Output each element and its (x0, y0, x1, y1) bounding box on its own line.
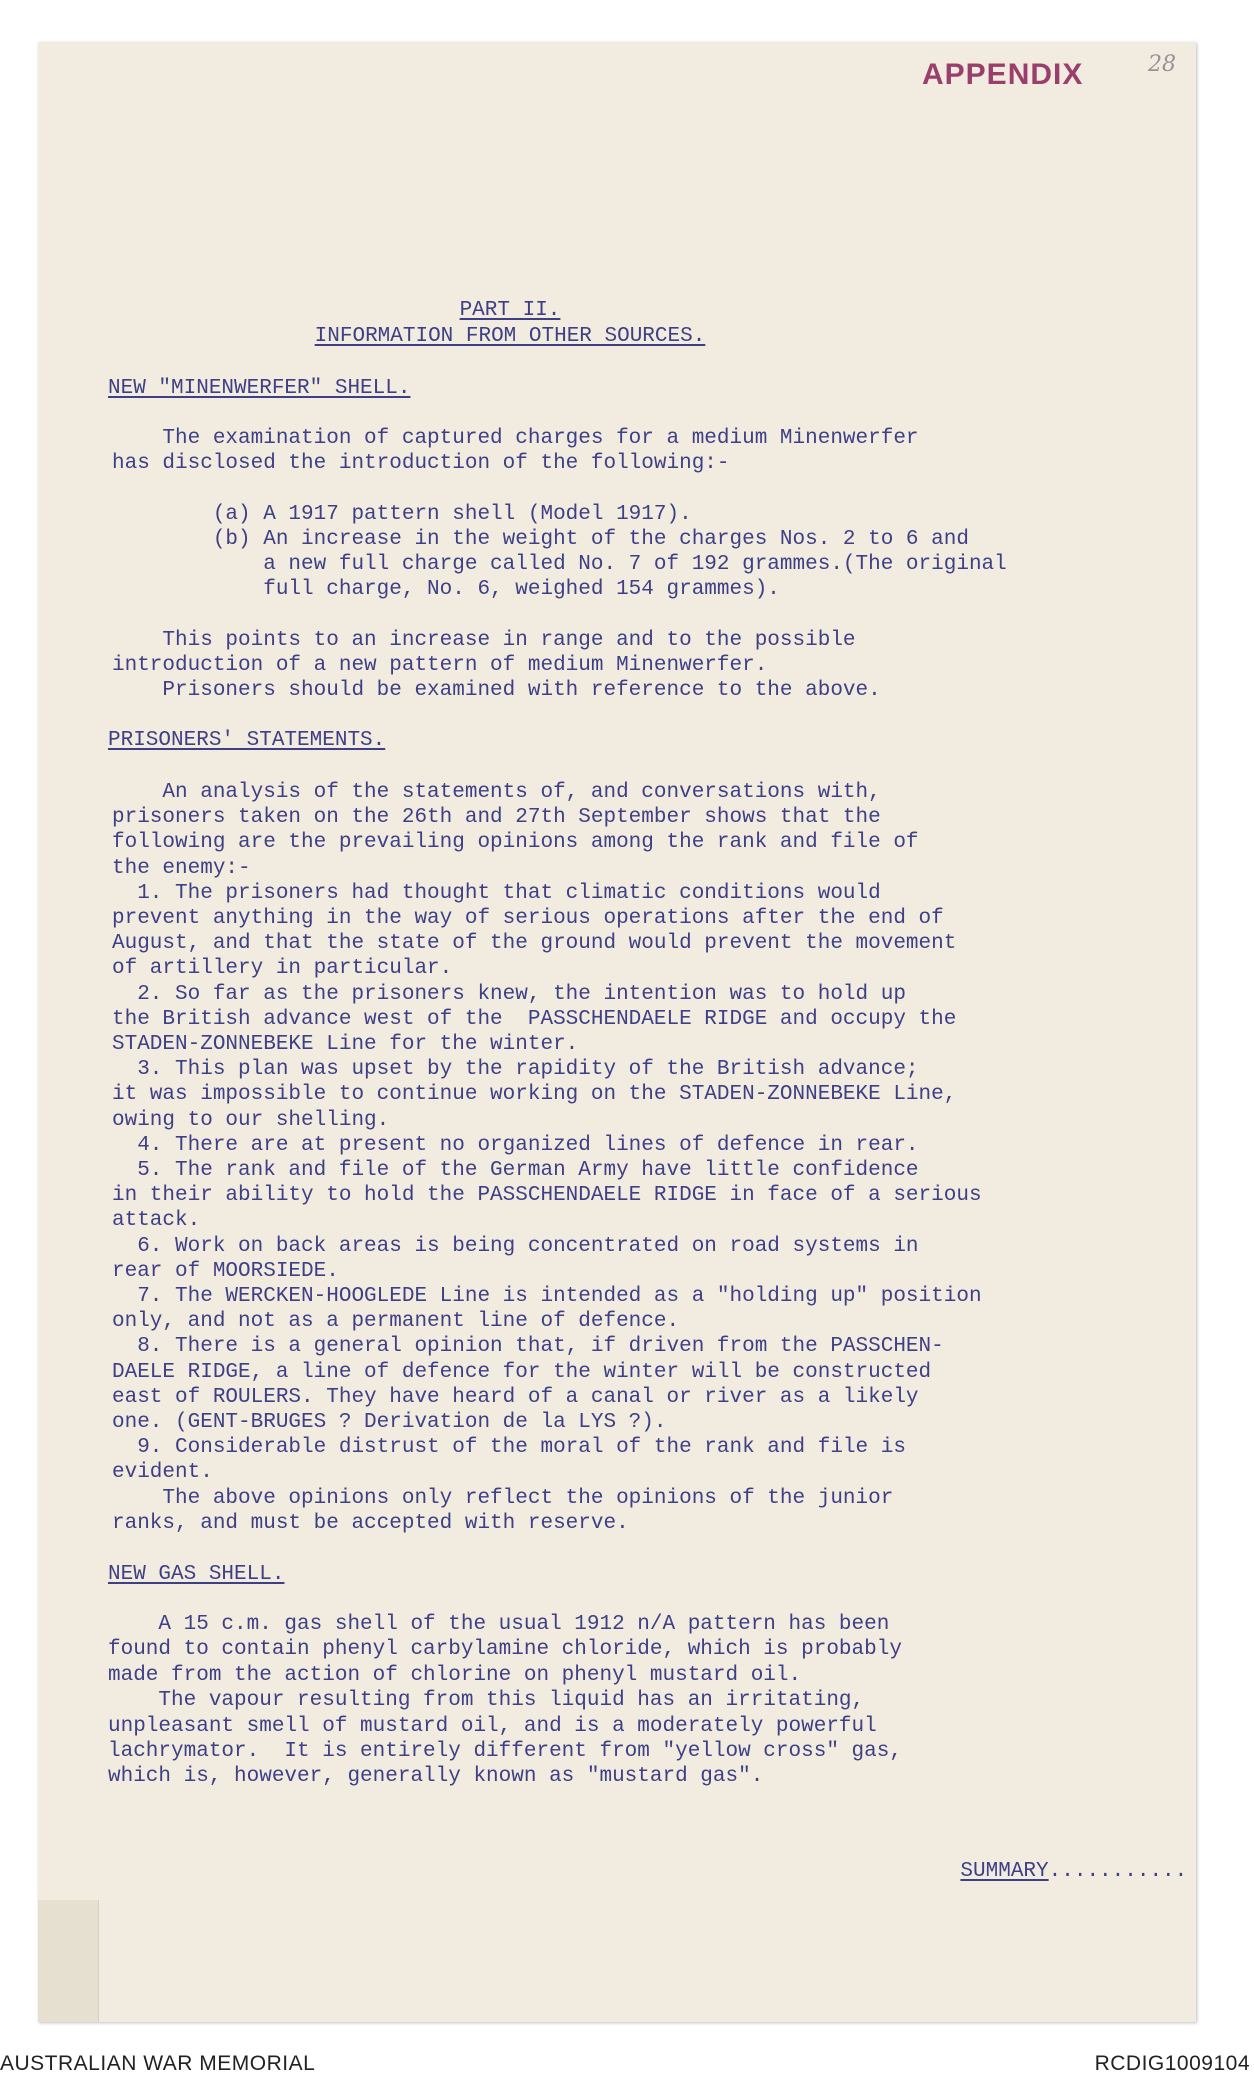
text-line: east of ROULERS. They have heard of a canal or river as a likely (112, 1385, 919, 1409)
footer-reference: RCDIG1009104 (1094, 2052, 1250, 2075)
heading-gas-shell: NEW GAS SHELL. (108, 1563, 285, 1586)
text-line: Prisoners should be examined with reference to the above. (112, 679, 881, 702)
text-line: 4. There are at present no organized lines of defence in rear. (112, 1133, 919, 1157)
text-line: 2. So far as the prisoners knew, the intention was to hold up (112, 982, 906, 1006)
text-line: prevent anything in the way of serious operations after the end of (112, 907, 944, 930)
text-line: in their ability to hold the PASSCHENDAELE RIDGE in face of a serious (112, 1184, 982, 1208)
heading-minenwerfer: NEW "MINENWERFER" SHELL. (108, 377, 411, 400)
text-line: (a) A 1917 pattern shell (Model 1917). (112, 502, 692, 526)
text-line: one. (GENT-BRUGES ? Derivation de la LYS ?). (112, 1411, 667, 1434)
folded-corner (38, 1900, 99, 2022)
text-line: 6. Work on back areas is being concentrated on road systems in (112, 1234, 919, 1258)
text-line: lachrymator. It is entirely different from "yellow cross" gas, (108, 1740, 902, 1763)
heading-prisoners: PRISONERS' STATEMENTS. (108, 729, 386, 752)
footer-archive: AUSTRALIAN WAR MEMORIAL (0, 2052, 316, 2075)
text-line: DAELE RIDGE, a line of defence for the winter will be constructed (112, 1360, 932, 1384)
folio-number: 28 (1148, 52, 1176, 77)
part-title: PART II. (459, 299, 561, 322)
text-line: 8. There is a general opinion that, if driven from the PASSCHEN- (112, 1335, 944, 1359)
text-line: the enemy:- (112, 856, 251, 880)
part-subtitle: INFORMATION FROM OTHER SOURCES. (314, 325, 706, 348)
text-line: ranks, and must be accepted with reserve. (112, 1511, 629, 1535)
text-line: STADEN-ZONNEBEKE Line for the winter. (112, 1033, 579, 1056)
text-line: The above opinions only reflect the opinions of the junior (112, 1486, 894, 1510)
appendix-stamp: APPENDIX (922, 58, 1084, 91)
text-line: unpleasant smell of mustard oil, and is a moderately powerful (108, 1714, 877, 1738)
text-line: it was impossible to continue working on the STADEN-ZONNEBEKE Line, (112, 1083, 957, 1107)
text-line: 1. The prisoners had thought that climatic conditions would (112, 881, 881, 905)
text-line: rear of MOORSIEDE. (112, 1259, 339, 1283)
text-line: introduction of a new pattern of medium Minenwerfer. (112, 653, 768, 677)
text-line: A 15 c.m. gas shell of the usual 1912 n/A pattern has been (108, 1613, 890, 1636)
text-line: 7. The WERCKEN-HOOGLEDE Line is intended as a "holding up" position (112, 1285, 982, 1308)
text-line: (b) An increase in the weight of the charges Nos. 2 to 6 and (112, 527, 969, 551)
text-line: 5. The rank and file of the German Army have little confidence (112, 1159, 919, 1182)
text-line: the British advance west of the PASSCHENDAELE RIDGE and occupy the (112, 1007, 957, 1031)
text-line: evident. (112, 1461, 213, 1485)
text-line: following are the prevailing opinions among the rank and file of (112, 831, 919, 855)
text-line: full charge, No. 6, weighed 154 grammes). (112, 578, 780, 602)
text-line: owing to our shelling. (112, 1108, 390, 1132)
text-line: attack. (112, 1209, 201, 1233)
text-line: August, and that the state of the ground would prevent the movement (112, 932, 957, 956)
text-line: has disclosed the introduction of the following:- (112, 452, 730, 476)
text-line: of artillery in particular. (112, 957, 453, 981)
continuation-summary: SUMMARY........... (960, 1860, 1188, 1884)
text-line: found to contain phenyl carbylamine chloride, which is probably (108, 1638, 902, 1662)
text-line: This points to an increase in range and to the possible (112, 628, 856, 652)
text-line: The vapour resulting from this liquid has an irritating, (108, 1689, 865, 1713)
text-line: 9. Considerable distrust of the moral of the rank and file is (112, 1436, 906, 1460)
text-line: only, and not as a permanent line of defence. (112, 1310, 680, 1334)
text-line: The examination of captured charges for a medium Minenwerfer (112, 427, 919, 450)
text-line: prisoners taken on the 26th and 27th September shows that the (112, 806, 881, 830)
text-line: 3. This plan was upset by the rapidity of the British advance; (112, 1058, 919, 1082)
text-line: a new full charge called No. 7 of 192 grammes.(The original (112, 553, 1007, 576)
text-line: made from the action of chlorine on phenyl mustard oil. (108, 1663, 802, 1687)
text-line: An analysis of the statements of, and conversations with, (112, 781, 881, 804)
text-line: which is, however, generally known as "mustard gas". (108, 1765, 764, 1789)
